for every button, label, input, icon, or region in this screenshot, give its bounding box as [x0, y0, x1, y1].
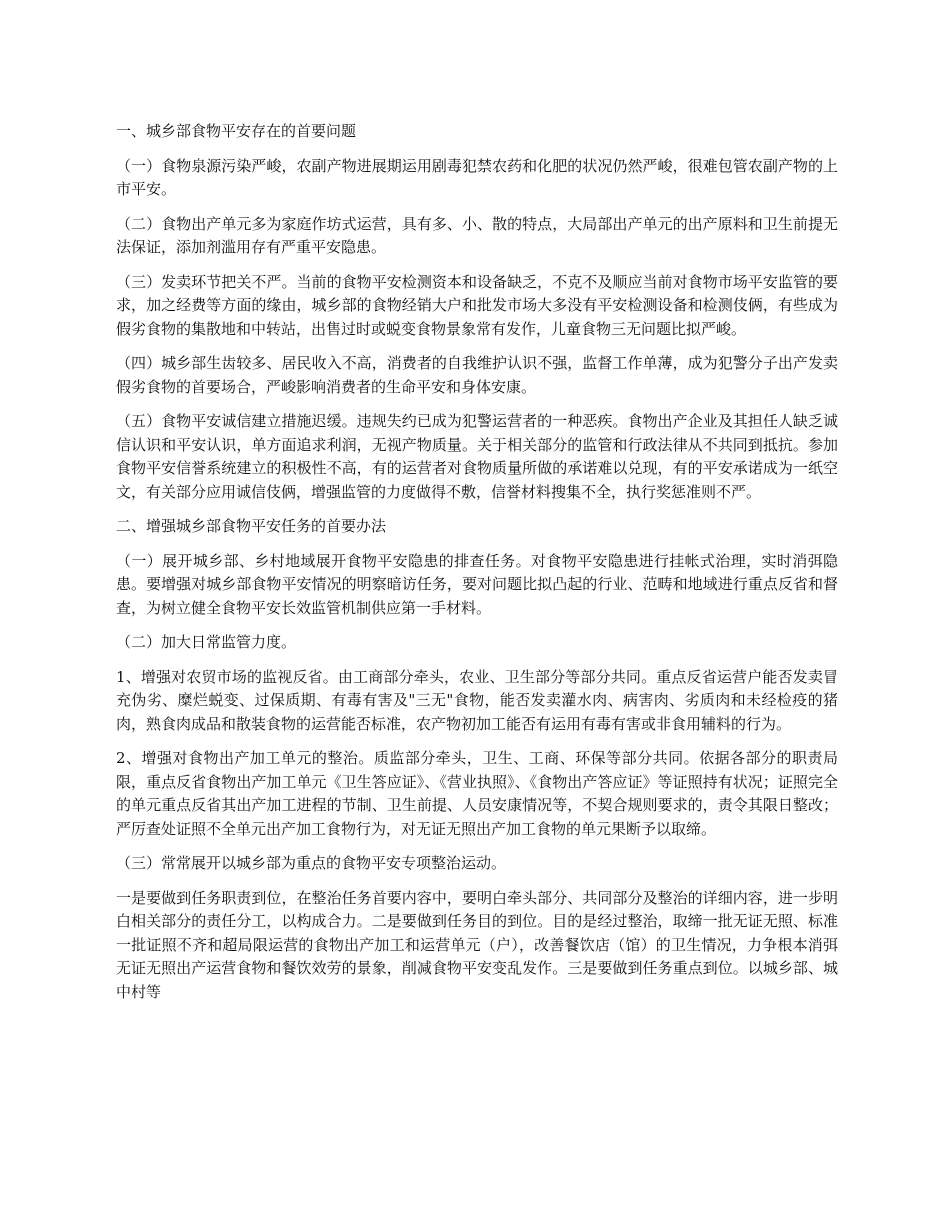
paragraph: （一）展开城乡部、乡村地域展开食物平安隐患的排查任务。对食物平安隐患进行挂帐式治理，实时消弭隐患。要增强对城乡部食物平安情况的明察暗访任务，要对问题比拟凸起的行业、范畴和地域进行重点反省和督查，为树立健全食物平安长效监管机制供应第一手材料。	[116, 551, 838, 617]
paragraph: （四）城乡部生齿较多、居民收入不高，消费者的自我维护认识不强，监督工作单薄，成为犯警分子出产发卖假劣食物的首要场合，严峻影响消费者的生命平安和身体安康。	[116, 354, 838, 396]
section-heading-2: 二、增强城乡部食物平安任务的首要办法	[116, 517, 387, 535]
paragraph: 2、增强对食物出产加工单元的整治。质监部分牵头，卫生、工商、环保等部分共同。依据各部分的职责局限，重点反省食物出产加工单元《卫生答应证》、《营业执照》、《食物出产答应证》等证照持有状况；证照完全的单元重点反省其出产加工进程的节制、卫生前提、人员安康情况等，不契合规则要求的，责令其限日整改；严厉查处证照不全单元出产加工食物行为，对无证无照出产加工食物的单元果断予以取缔。	[116, 749, 838, 838]
paragraph: （一）食物泉源污染严峻，农副产物进展期运用剧毒犯禁农药和化肥的状况仍然严峻，很难包管农副产物的上市平安。	[116, 156, 838, 198]
section-heading-1: 一、城乡部食物平安存在的首要问题	[116, 122, 357, 140]
paragraph: 一是要做到任务职责到位，在整治任务首要内容中，要明白牵头部分、共同部分及整治的详细内容，进一步明白相关部分的责任分工，以构成合力。二是要做到任务目的到位。目的是经过整治，取缔一批无证无照、标准一批证照不齐和超局限运营的食物出产加工和运营单元（户），改善餐饮店（馆）的卫生情况，力争根本消弭无证无照出产运营食物和餐饮效劳的景象，削减食物平安变乱发作。三是要做到任务重点到位。以城乡部、城中村等	[116, 888, 838, 1001]
paragraph: 1、增强对农贸市场的监视反省。由工商部分牵头，农业、卫生部分等部分共同。重点反省运营户能否发卖冒充伪劣、糜烂蜕变、过保质期、有毒有害及"三无"食物，能否发卖灌水肉、病害肉、劣质肉和未经检疫的猪肉，熟食肉成品和散装食物的运营能否标准，农产物初加工能否有运用有毒有害或非食用辅料的行为。	[116, 667, 838, 733]
paragraph: （五）食物平安诚信建立措施迟缓。违规失约已成为犯警运营者的一种恶疾。食物出产企业及其担任人缺乏诚信认识和平安认识，单方面追求利润，无视产物质量。关于相关部分的监管和行政法律从不共同到抵抗。参加食物平安信誉系统建立的积极性不高，有的运营者对食物质量所做的承诺难以兑现，有的平安承诺成为一纸空文，有关部分应用诚信伎俩，增强监管的力度做得不敷，信誉材料搜集不全，执行奖惩准则不严。	[116, 412, 838, 501]
sub-heading: （二）加大日常监管力度。	[116, 633, 297, 651]
paragraph: （二）食物出产单元多为家庭作坊式运营，具有多、小、散的特点，大局部出产单元的出产原料和卫生前提无法保证，添加剂滥用存有严重平安隐患。	[116, 214, 838, 256]
paragraph: （三）发卖环节把关不严。当前的食物平安检测资本和设备缺乏，不克不及顺应当前对食物市场平安监管的要求，加之经费等方面的缘由，城乡部的食物经销大户和批发市场大多没有平安检测设备和检测伎俩，有些成为假劣食物的集散地和中转站，出售过时或蜕变食物景象常有发作，儿童食物三无问题比拟严峻。	[116, 272, 838, 338]
sub-heading: （三）常常展开以城乡部为重点的食物平安专项整治运动。	[116, 854, 507, 872]
document-body	[116, 120, 838, 1015]
